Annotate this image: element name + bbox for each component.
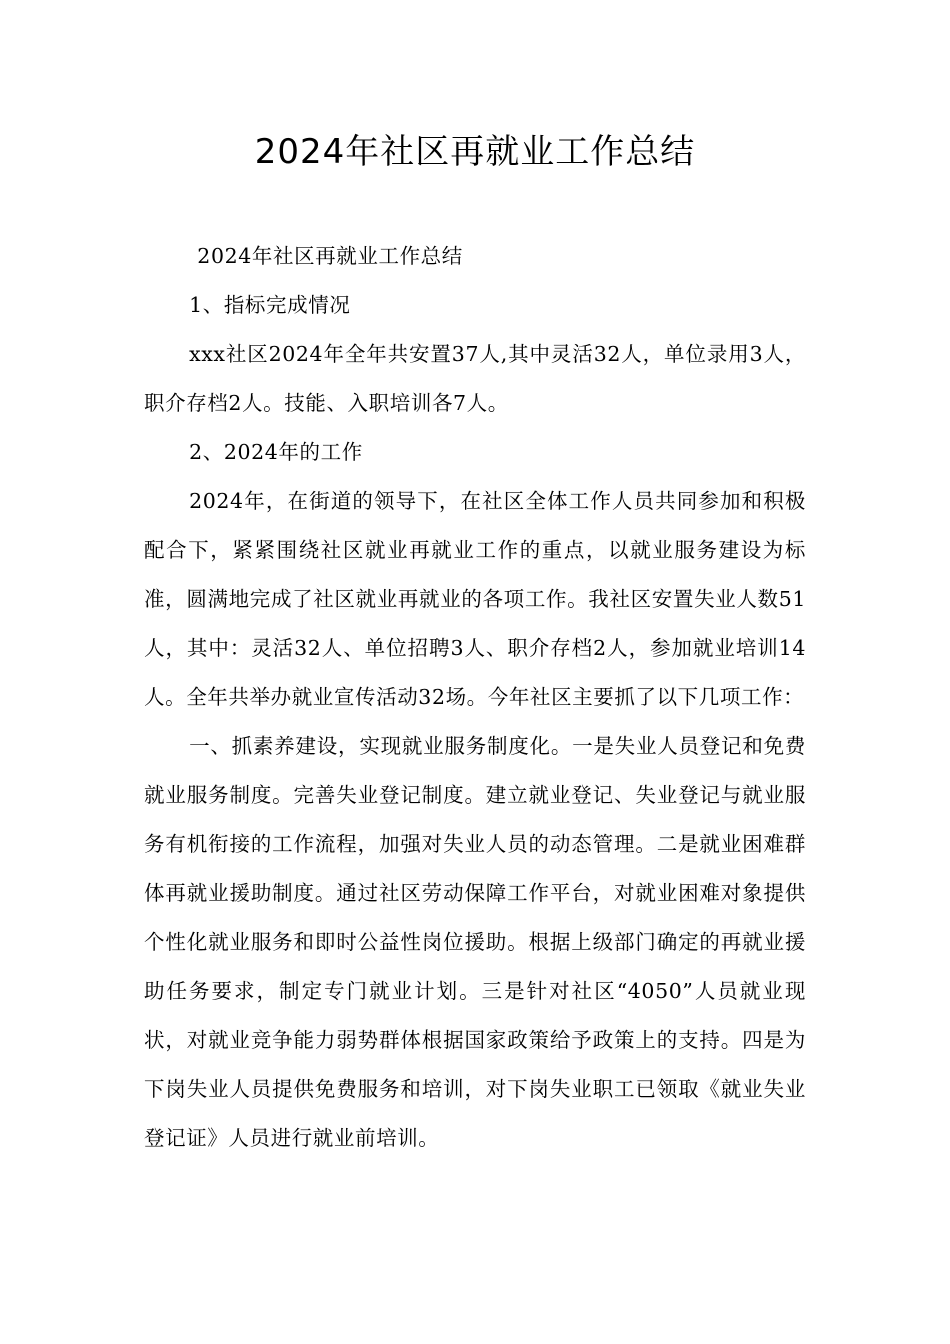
paragraph-indicator-summary: xxx社区2024年全年共安置37人,其中灵活32人，单位录用3人，职介存档2人。技能、入职培训各7人。 — [144, 342, 806, 415]
document-body — [144, 232, 806, 1163]
paragraph-work-overview: 2024年，在街道的领导下，在社区全体工作人员共同参加和积极配合下，紧紧围绕社区就业再就业工作的重点，以就业服务建设为标准，圆满地完成了社区就业再就业的各项工作。我社区安置失业人数51人，其中：灵活32人、单位招聘3人、职介存档2人，参加就业培训14人。全年共举办就业宣传活动32场。今年社区主要抓了以下几项工作： — [144, 489, 806, 709]
paragraph-section-1-heading: 1、指标完成情况 — [189, 293, 351, 317]
paragraph-section-2-heading: 2、2024年的工作 — [189, 440, 363, 464]
paragraph-work-item-1: 一、抓素养建设，实现就业服务制度化。一是失业人员登记和免费就业服务制度。完善失业登记制度。建立就业登记、失业登记与就业服务有机衔接的工作流程，加强对失业人员的动态管理。二是就业困难群体再就业援助制度。通过社区劳动保障工作平台，对就业困难对象提供个性化就业服务和即时公益性岗位援助。根据上级部门确定的再就业援助任务要求，制定专门就业计划。三是针对社区“4050”人员就业现状，对就业竞争能力弱势群体根据国家政策给予政策上的支持。四是为下岗失业人员提供免费服务和培训，对下岗失业职工已领取《就业失业登记证》人员进行就业前培训。 — [144, 734, 806, 1150]
paragraph-subtitle: 2024年社区再就业工作总结 — [197, 244, 463, 268]
document-title: 2024年社区再就业工作总结 — [254, 132, 696, 172]
